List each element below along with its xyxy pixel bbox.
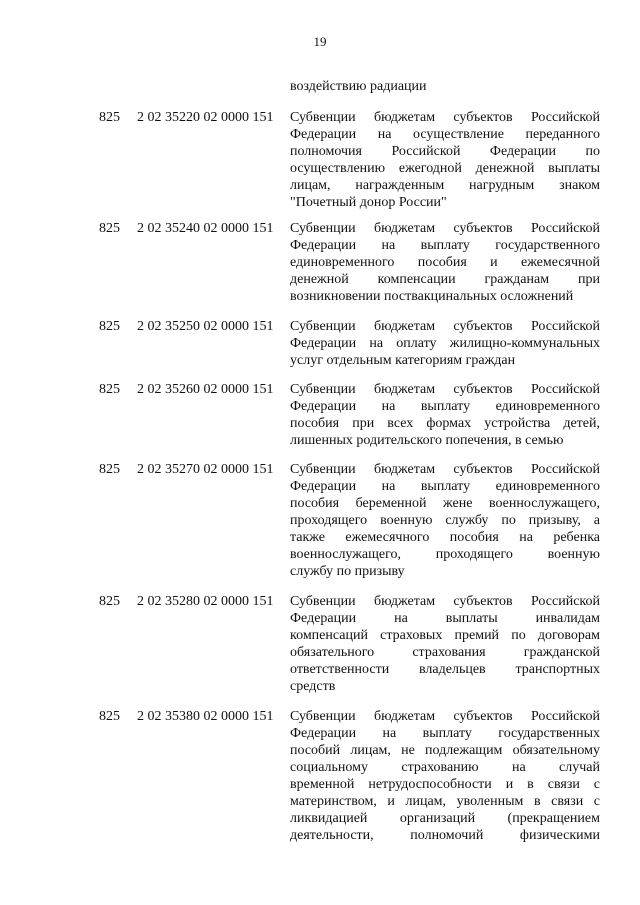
continuation-text: воздействию радиации <box>290 79 427 94</box>
revenue-description <box>290 461 600 580</box>
description-line: пособия беременной жене военнослужащего, <box>290 496 600 511</box>
description-line: проходящего военную службу по призыву, а <box>290 513 600 528</box>
revenue-description <box>290 708 600 844</box>
description-line: социальному страхованию на случай <box>290 760 600 775</box>
description-line: услуг отдельным категориям граждан <box>290 353 516 368</box>
budget-classification-code: 2 02 35260 02 0000 151 <box>137 382 274 397</box>
admin-code: 825 <box>99 221 120 236</box>
revenue-description <box>290 318 600 369</box>
description-line: материнством, и лицам, уволенным в связи с <box>290 794 600 809</box>
description-line: лишенных родительского попечения, в семью <box>290 433 564 448</box>
description-line: Федерации на выплату государственных <box>290 726 600 741</box>
description-line: пособий лицам, не подлежащим обязательному <box>290 743 600 758</box>
budget-classification-code: 2 02 35270 02 0000 151 <box>137 462 274 477</box>
description-line: военнослужащего, проходящего военную <box>290 547 600 562</box>
admin-code: 825 <box>99 709 120 724</box>
description-line: временной нетрудоспособности и в связи с <box>290 777 600 792</box>
description-line: компенсаций страховых премий по договорам <box>290 628 600 643</box>
description-line: "Почетный донор России" <box>290 195 447 210</box>
description-line: Федерации на выплату единовременного <box>290 399 600 414</box>
description-line: единовременного пособия и ежемесячной <box>290 255 600 270</box>
description-line: Субвенции бюджетам субъектов Российской <box>290 110 600 125</box>
page-number: 19 <box>313 34 327 49</box>
description-line: ликвидацией организаций (прекращением <box>290 811 600 826</box>
description-line: Субвенции бюджетам субъектов Российской <box>290 594 600 609</box>
description-line: Федерации на оплату жилищно-коммунальных <box>290 336 600 351</box>
description-line: Субвенции бюджетам субъектов Российской <box>290 319 600 334</box>
description-line: деятельности, полномочий физическими <box>290 828 600 843</box>
admin-code: 825 <box>99 594 120 609</box>
description-line: Субвенции бюджетам субъектов Российской <box>290 382 600 397</box>
budget-classification-code: 2 02 35280 02 0000 151 <box>137 594 274 609</box>
budget-classification-code: 2 02 35250 02 0000 151 <box>137 319 274 334</box>
description-line: ответственности владельцев транспортных <box>290 662 600 677</box>
admin-code: 825 <box>99 462 120 477</box>
description-line: Федерации на выплату государственного <box>290 238 600 253</box>
description-line: Субвенции бюджетам субъектов Российской <box>290 709 600 724</box>
admin-code: 825 <box>99 382 120 397</box>
revenue-description <box>290 381 600 449</box>
budget-classification-code: 2 02 35220 02 0000 151 <box>137 110 274 125</box>
description-line: службу по призыву <box>290 564 405 579</box>
description-line: пособия при всех формах устройства детей, <box>290 416 600 431</box>
budget-classification-code: 2 02 35240 02 0000 151 <box>137 221 274 236</box>
revenue-description <box>290 109 600 211</box>
description-line: Федерации на осуществление переданного <box>290 127 600 142</box>
description-line: денежной компенсации гражданам при <box>290 272 600 287</box>
revenue-description <box>290 593 600 695</box>
description-line: Федерации на выплату единовременного <box>290 479 600 494</box>
description-line: Субвенции бюджетам субъектов Российской <box>290 221 600 236</box>
description-line: средств <box>290 679 336 694</box>
budget-classification-code: 2 02 35380 02 0000 151 <box>137 709 274 724</box>
description-line: лицам, награжденным нагрудным знаком <box>290 178 600 193</box>
revenue-description <box>290 220 600 305</box>
description-line: обязательного страхования гражданской <box>290 645 600 660</box>
admin-code: 825 <box>99 110 120 125</box>
description-line: осуществлению ежегодной денежной выплаты <box>290 161 600 176</box>
description-line: Субвенции бюджетам субъектов Российской <box>290 462 600 477</box>
description-line: также ежемесячного пособия на ребенка <box>290 530 600 545</box>
description-line: возникновении поствакцинальных осложнений <box>290 289 574 304</box>
admin-code: 825 <box>99 319 120 334</box>
description-line: Федерации на выплаты инвалидам <box>290 611 600 626</box>
description-line: полномочия Российской Федерации по <box>290 144 600 159</box>
